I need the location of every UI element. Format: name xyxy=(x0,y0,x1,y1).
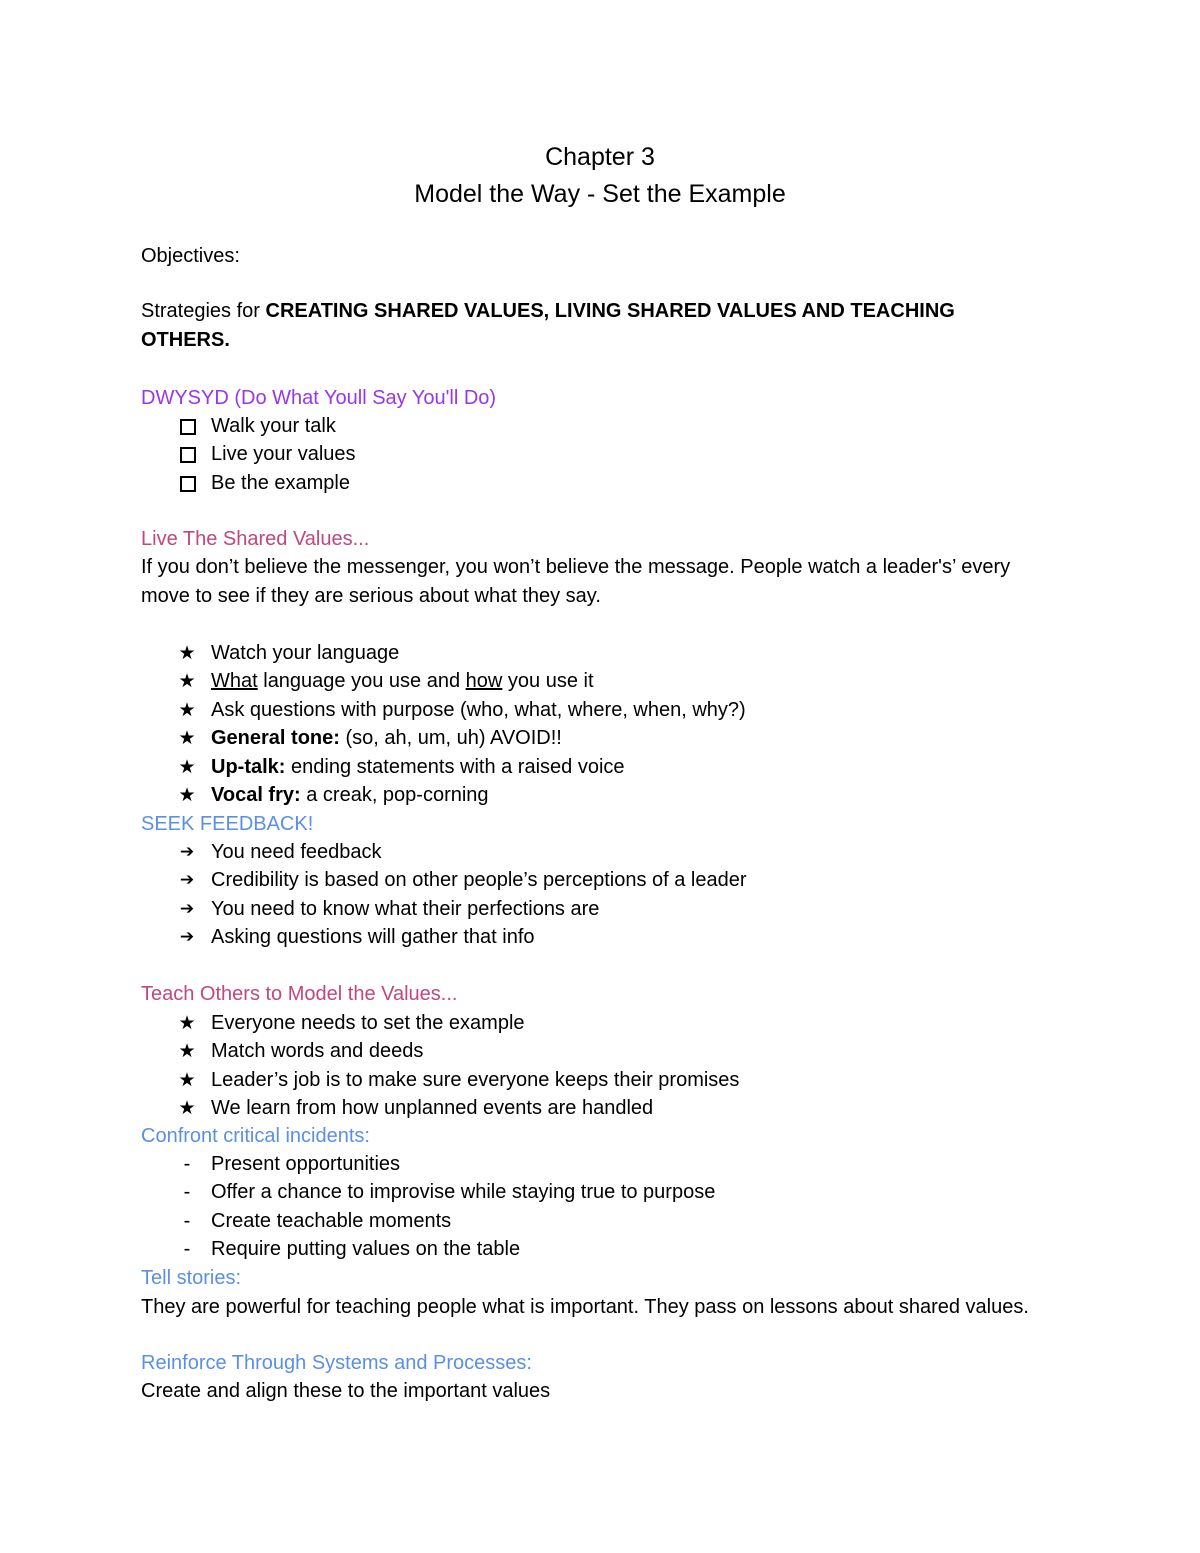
star-icon: ★ xyxy=(178,1012,196,1034)
text-span: a creak, pop-corning xyxy=(300,783,489,806)
text-span: (so, ah, um, uh) AVOID!! xyxy=(339,727,562,750)
list-item xyxy=(0,696,1200,724)
checkbox-icon xyxy=(180,419,196,435)
dash-icon: - xyxy=(183,1153,191,1175)
list-item-text: Leader’s job is to make sure everyone keeps their promises xyxy=(211,1068,740,1091)
dwysyd-heading: DWYSYD (Do What Youll Say You'll Do) xyxy=(141,387,497,409)
list-item-text: Create teachable moments xyxy=(211,1209,452,1232)
list-item xyxy=(0,724,1200,752)
list-item-text: Asking questions will gather that info xyxy=(211,926,535,949)
arrow-right-icon: ➔ xyxy=(179,927,195,948)
list-item-text: Watch your language xyxy=(211,642,400,664)
list-item-text: Credibility is based on other people’s perceptions of a leader xyxy=(211,869,747,892)
reinforce-heading: Reinforce Through Systems and Processes: xyxy=(141,1352,532,1374)
page-title: Model the Way - Set the Example xyxy=(414,180,786,208)
list-item xyxy=(0,440,1200,468)
list-item-text: We learn from how unplanned events are handled xyxy=(211,1097,654,1120)
list-item xyxy=(0,1009,1200,1037)
list-item xyxy=(0,923,1200,951)
list-item xyxy=(0,1150,1200,1178)
dash-icon: - xyxy=(183,1238,191,1261)
list-item-text: Match words and deeds xyxy=(211,1040,424,1063)
star-icon: ★ xyxy=(178,1097,196,1120)
confront-heading: Confront critical incidents: xyxy=(141,1125,370,1147)
text-span: you use it xyxy=(502,670,594,693)
live-paragraph: If you don’t believe the messenger, you won’t believe the message. People watch a leader's’ every move to see if they are serious about what they say. xyxy=(141,556,1011,607)
list-item xyxy=(0,469,1200,497)
list-item xyxy=(0,1207,1200,1235)
list-item-text: Offer a chance to improvise while staying true to purpose xyxy=(211,1181,716,1204)
list-item-text xyxy=(211,753,625,781)
confront-list xyxy=(0,1150,1200,1264)
list-item-text: Present opportunities xyxy=(211,1153,401,1175)
star-icon: ★ xyxy=(178,783,196,806)
live-list xyxy=(0,639,1200,809)
list-item-text: Everyone needs to set the example xyxy=(211,1012,525,1034)
list-item-text: Ask questions with purpose (who, what, where, when, why?) xyxy=(211,698,746,721)
star-icon: ★ xyxy=(178,642,196,664)
underlined-what: What xyxy=(211,670,258,693)
list-item-text: Require putting values on the table xyxy=(211,1238,521,1261)
list-item-text: You need feedback xyxy=(211,841,382,863)
list-item xyxy=(0,781,1200,809)
list-item xyxy=(0,895,1200,923)
text-span: ending statements with a raised voice xyxy=(285,755,625,778)
dash-icon: - xyxy=(183,1181,191,1204)
feedback-list xyxy=(0,838,1200,952)
list-item-text: Walk your talk xyxy=(211,415,336,437)
list-item-text: Be the example xyxy=(211,471,350,494)
teach-list xyxy=(0,1009,1200,1123)
star-icon: ★ xyxy=(178,755,196,778)
arrow-right-icon: ➔ xyxy=(179,870,195,891)
star-icon: ★ xyxy=(178,1040,196,1063)
star-icon: ★ xyxy=(178,1068,196,1091)
star-icon: ★ xyxy=(178,670,196,693)
underlined-how: how xyxy=(465,670,503,693)
list-item xyxy=(0,1066,1200,1094)
list-item xyxy=(0,753,1200,781)
list-item xyxy=(0,639,1200,667)
list-item xyxy=(0,667,1200,695)
arrow-right-icon: ➔ xyxy=(179,898,195,919)
list-item xyxy=(0,1094,1200,1122)
live-heading: Live The Shared Values... xyxy=(141,528,370,550)
arrow-right-icon: ➔ xyxy=(179,842,195,862)
bold-term: Up-talk: xyxy=(211,755,286,778)
reinforce-paragraph: Create and align these to the important values xyxy=(141,1380,551,1402)
dwysyd-list xyxy=(0,412,1200,497)
star-icon: ★ xyxy=(178,698,196,721)
list-item-text: Live your values xyxy=(211,443,356,466)
strategies-paragraph xyxy=(141,297,1041,354)
star-icon: ★ xyxy=(178,727,196,750)
strategies-prefix: Strategies for xyxy=(141,300,266,322)
teach-heading: Teach Others to Model the Values... xyxy=(141,983,458,1005)
stories-paragraph: They are powerful for teaching people what is important. They pass on lessons about shared values. xyxy=(141,1296,1029,1318)
list-item-text: You need to know what their perfections are xyxy=(211,897,600,920)
strategies-bold: CREATING SHARED VALUES, LIVING SHARED VALUES AND TEACHING OTHERS. xyxy=(141,300,955,351)
list-item-text xyxy=(211,724,562,752)
list-item xyxy=(0,412,1200,440)
list-item-text xyxy=(211,781,489,809)
objectives-label: Objectives: xyxy=(141,245,240,267)
checkbox-icon xyxy=(180,476,196,492)
stories-heading: Tell stories: xyxy=(141,1267,242,1289)
dash-icon: - xyxy=(183,1209,191,1232)
list-item xyxy=(0,866,1200,894)
feedback-heading: SEEK FEEDBACK! xyxy=(141,813,314,835)
list-item-text xyxy=(211,667,594,695)
bold-term: Vocal fry: xyxy=(211,783,301,806)
checkbox-icon xyxy=(180,447,196,463)
bold-term: General tone: xyxy=(211,727,340,750)
list-item xyxy=(0,1037,1200,1065)
chapter-label: Chapter 3 xyxy=(545,143,655,171)
list-item xyxy=(0,1235,1200,1263)
list-item xyxy=(0,838,1200,866)
text-span: language you use and xyxy=(257,670,466,693)
list-item xyxy=(0,1178,1200,1206)
